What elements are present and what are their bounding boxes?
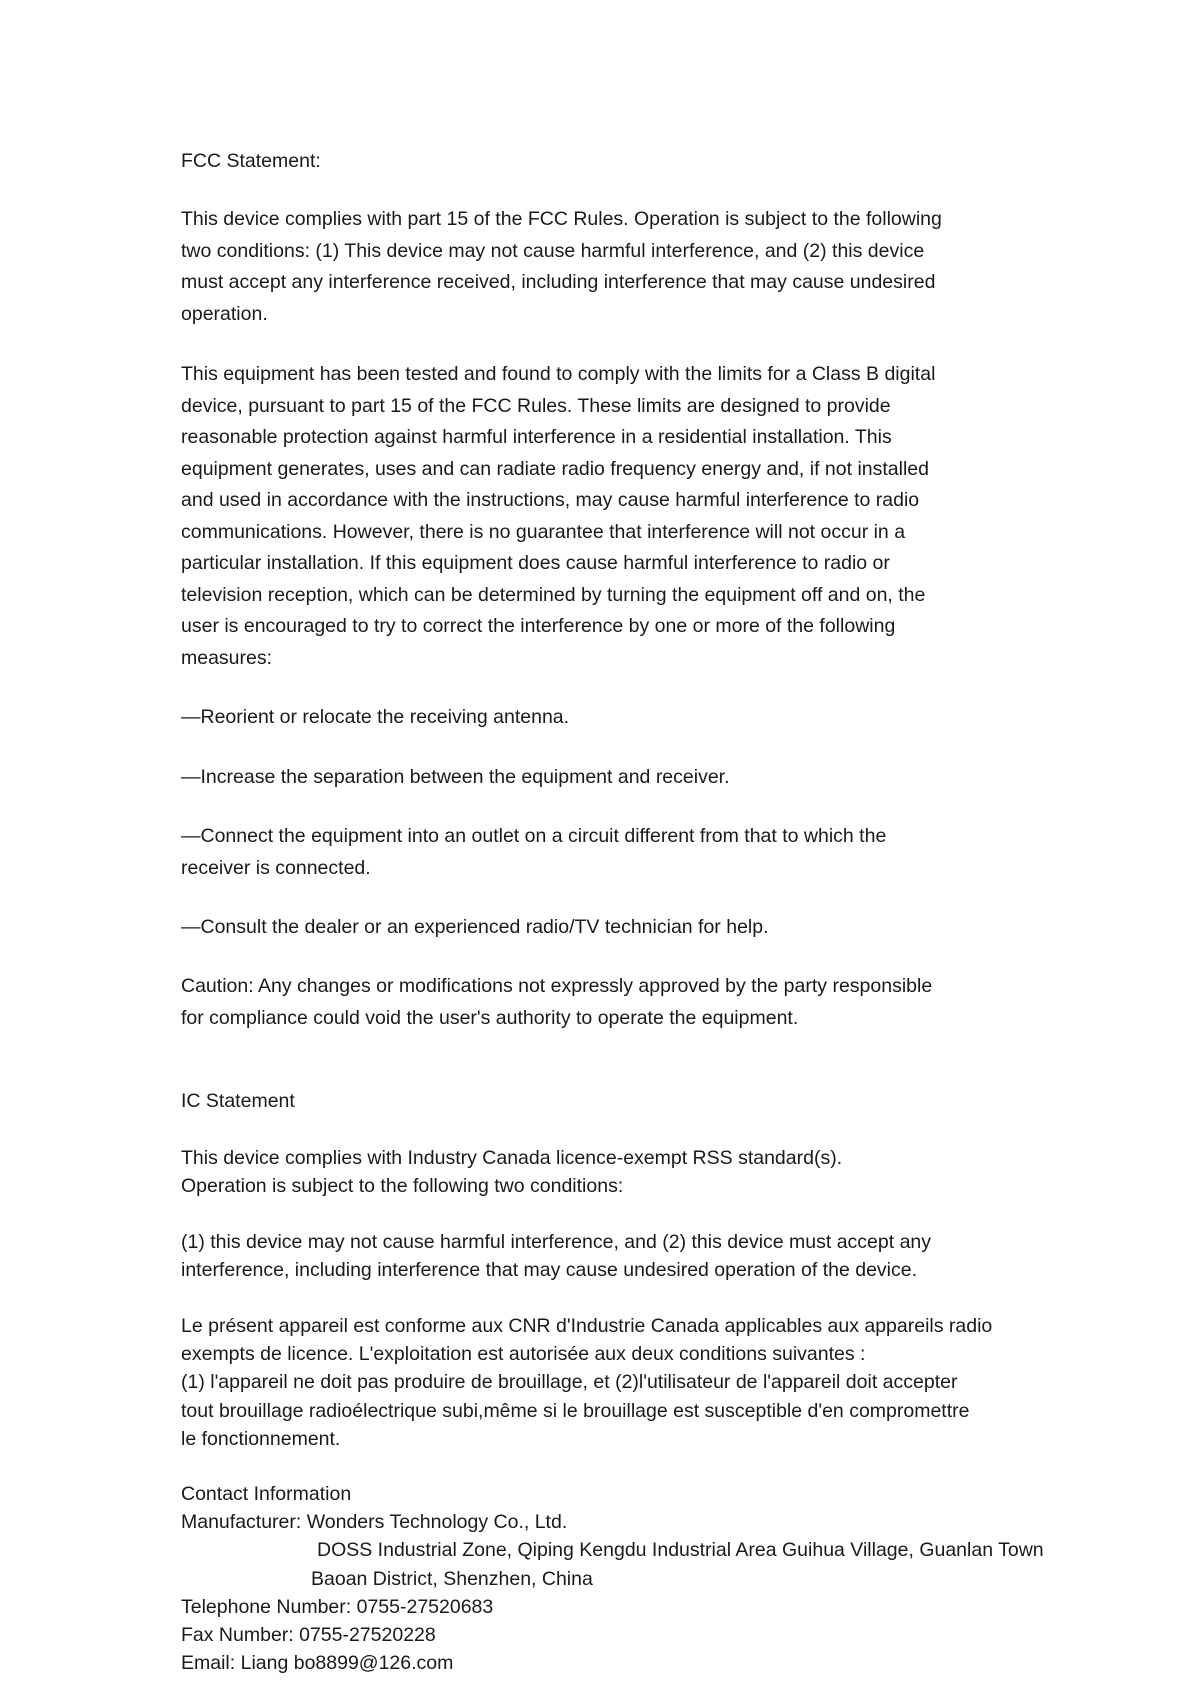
ic-french-line: tout brouillage radioélectrique subi,même si le brouillage est susceptible d'en compromettre xyxy=(181,1399,970,1422)
address-line-2: Baoan District, Shenzhen, China xyxy=(311,1567,593,1590)
fcc-measure-4: —Consult the dealer or an experienced radio/TV technician for help. xyxy=(181,916,769,938)
fcc-measure-1: —Reorient or relocate the receiving antenna. xyxy=(181,706,570,728)
telephone-number: Telephone Number: 0755-27520683 xyxy=(181,1595,494,1618)
fcc-heading: FCC Statement: xyxy=(181,150,321,172)
fcc-para2-line: device, pursuant to part 15 of the FCC Rules. These limits are designed to provide xyxy=(181,394,891,417)
fcc-para2-line: This equipment has been tested and found to comply with the limits for a Class B digital xyxy=(181,363,936,385)
email-address: Email: Liang bo8899@126.com xyxy=(181,1652,454,1675)
ic-french-line: (1) l'appareil ne doit pas produire de brouillage, et (2)l'utilisateur de l'appareil doit accepter xyxy=(181,1371,958,1394)
fcc-para2-line: and used in accordance with the instructions, may cause harmful interference to radio xyxy=(181,489,920,511)
fcc-para1-line: This device complies with part 15 of the FCC Rules. Operation is subject to the following xyxy=(181,208,942,230)
fcc-para2-line: communications. However, there is no guarantee that interference will not occur in a xyxy=(181,520,906,543)
fcc-caution-line: Caution: Any changes or modifications not expressly approved by the party responsible xyxy=(181,975,933,997)
fcc-caution-line: for compliance could void the user's authority to operate the equipment. xyxy=(181,1006,799,1029)
contact-heading: Contact Information xyxy=(181,1483,352,1505)
fcc-para1-line: two conditions: (1) This device may not cause harmful interference, and (2) this device xyxy=(181,239,925,262)
fcc-measure-2: —Increase the separation between the equipment and receiver. xyxy=(181,766,730,788)
fcc-para1-line: must accept any interference received, including interference that may cause undesired xyxy=(181,271,936,293)
fcc-para2-line: measures: xyxy=(181,646,273,669)
fcc-para2-line: equipment generates, uses and can radiate radio frequency energy and, if not installed xyxy=(181,457,929,480)
ic-french-line: Le présent appareil est conforme aux CNR d'Industrie Canada applicables aux appareils radio xyxy=(181,1315,993,1337)
fcc-para2-line: particular installation. If this equipment does cause harmful interference to radio or xyxy=(181,552,890,574)
ic-french-line: le fonctionnement. xyxy=(181,1427,341,1450)
fcc-para2-line: television reception, which can be determined by turning the equipment off and on, the xyxy=(181,583,926,606)
fcc-measure-3-line: —Connect the equipment into an outlet on a circuit different from that to which the xyxy=(181,825,887,847)
ic-para1-line: Operation is subject to the following two conditions: xyxy=(181,1175,624,1198)
ic-heading: IC Statement xyxy=(181,1090,295,1112)
fcc-para2-line: reasonable protection against harmful interference in a residential installation. This xyxy=(181,426,892,448)
fax-number: Fax Number: 0755-27520228 xyxy=(181,1624,436,1646)
address-line-1: DOSS Industrial Zone, Qiping Kengdu Industrial Area Guihua Village, Guanlan Town xyxy=(317,1539,1044,1562)
ic-para2-line: (1) this device may not cause harmful interference, and (2) this device must accept any xyxy=(181,1231,932,1253)
fcc-measure-3-line: receiver is connected. xyxy=(181,856,371,879)
fcc-para1-line: operation. xyxy=(181,302,268,325)
ic-para1-line: This device complies with Industry Canada licence-exempt RSS standard(s). xyxy=(181,1147,843,1169)
ic-french-line: exempts de licence. L'exploitation est autorisée aux deux conditions suivantes : xyxy=(181,1343,866,1366)
ic-para2-line: interference, including interference that may cause undesired operation of the device. xyxy=(181,1259,918,1282)
fcc-para2-line: user is encouraged to try to correct the interference by one or more of the following xyxy=(181,615,896,637)
manufacturer: Manufacturer: Wonders Technology Co., Ltd. xyxy=(181,1511,568,1534)
